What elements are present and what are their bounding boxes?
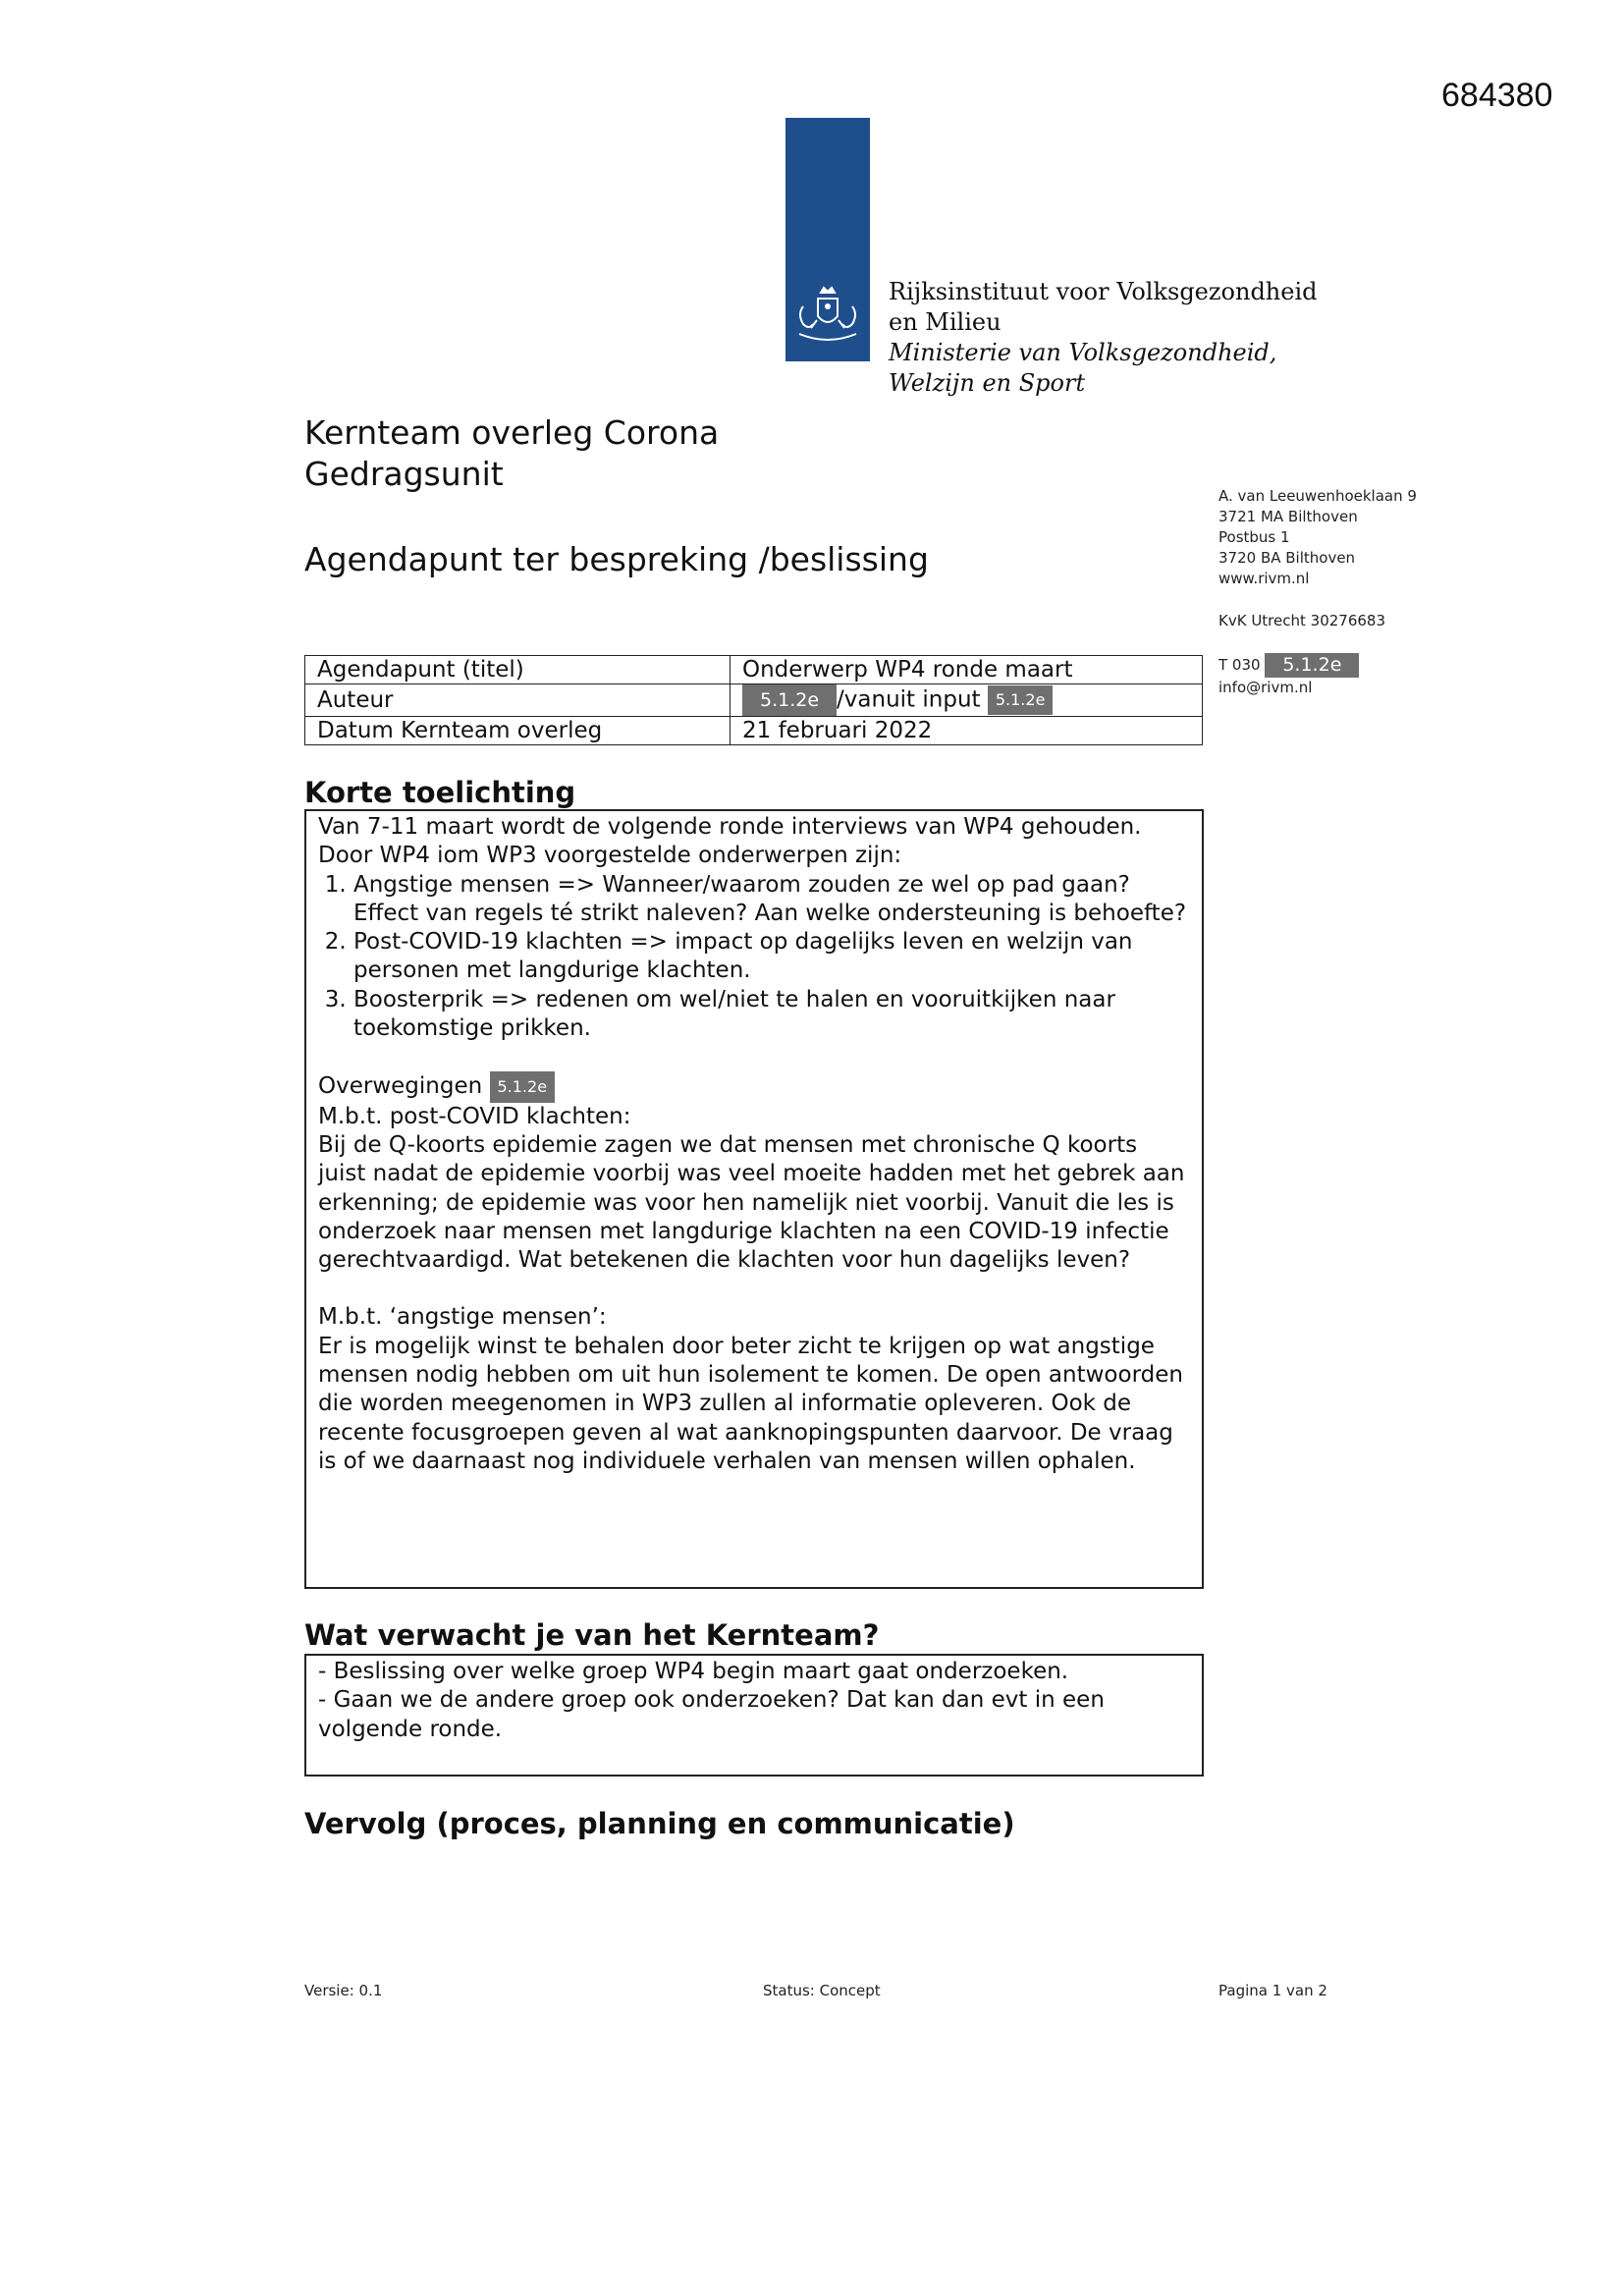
list-item: 2. Post-COVID-19 klachten => impact op dagelijks leven en welzijn van personen met langdurige klachten.: [353, 928, 1190, 986]
postcovid-label: M.b.t. post-COVID klachten:: [318, 1103, 631, 1129]
meta-value: [731, 684, 1203, 717]
org-line-3: Ministerie van Volksgezondheid,: [889, 339, 1277, 366]
footer-version: Versie: 0.1: [304, 1982, 383, 1999]
redaction-box: 5.1.2e: [1265, 653, 1359, 678]
footer-status: Status: Concept: [763, 1982, 881, 1999]
address-postal-1: 3721 MA Bilthoven: [1218, 508, 1358, 525]
address-phone: [1218, 653, 1417, 678]
expectation-line-2: - Gaan we de andere groep ook onderzoeken? Dat kan dan evt in een volgende ronde.: [318, 1687, 1105, 1742]
meta-label: Auteur: [305, 684, 731, 717]
address-email[interactable]: info@rivm.nl: [1218, 679, 1313, 696]
section-heading-vervolg: Vervolg (proces, planning en communicatie): [304, 1807, 1015, 1840]
expectation-line-1: - Beslissing over welke groep WP4 begin maart gaat onderzoeken.: [318, 1659, 1069, 1684]
meta-value: 21 februari 2022: [731, 717, 1203, 745]
logo-bar: [785, 118, 870, 361]
toelichting-box: [304, 809, 1204, 1589]
address-block: [1218, 486, 1417, 698]
address-po-box: Postbus 1: [1218, 528, 1290, 546]
considerations-line: [318, 1071, 1190, 1102]
section-heading-verwachting: Wat verwacht je van het Kernteam?: [304, 1618, 880, 1652]
topic-list: [318, 871, 1190, 1044]
title-line-2: Gedragsunit: [304, 455, 504, 493]
phone-prefix: T 030: [1218, 656, 1261, 674]
postcovid-text: Bij de Q-koorts epidemie zagen we dat mensen met chronische Q koorts juist nadat de epidemie voorbij was veel moeite hadden met het gebrek aan erkenning; de epidemie was voor hen namelijk niet voorbij. Vanuit die les is onderzoek naar mensen met langdurige klachten na een COVID-19 infectie gerechtvaardigd. Wat betekenen die klachten voor hun dagelijks leven?: [318, 1131, 1185, 1274]
list-item: 1. Angstige mensen => Wanneer/waarom zouden ze wel op pad gaan? Effect van regels té strikt naleven? Aan welke ondersteuning is behoefte?: [353, 871, 1190, 929]
organisation-name: [889, 277, 1318, 399]
address-street: A. van Leeuwenhoeklaan 9: [1218, 487, 1417, 505]
address-postal-2: 3720 BA Bilthoven: [1218, 549, 1356, 567]
document-subtitle: Agendapunt ter bespreking /beslissing: [304, 540, 929, 578]
document-title: [304, 412, 719, 495]
meta-value: Onderwerp WP4 ronde maart: [731, 656, 1203, 684]
list-item: 3. Boosterprik => redenen om wel/niet te halen en vooruitkijken naar toekomstige prikken.: [353, 986, 1190, 1044]
org-line-2: en Milieu: [889, 308, 1001, 336]
redaction-box: 5.1.2e: [988, 685, 1054, 715]
verwachting-box: [304, 1654, 1204, 1777]
table-row: [305, 684, 1203, 717]
intro-line-2: Door WP4 iom WP3 voorgestelde onderwerpen zijn:: [318, 843, 902, 869]
meta-table: [304, 655, 1203, 745]
anxious-text: Er is mogelijk winst te behalen door beter zicht te krijgen op wat angstige mensen nodig hebben om uit hun isolement te komen. De open antwoorden die worden meegenomen in WP3 zullen al informatie opleveren. Ook de recente focusgroepen geven al wat aanknopingspunten daarvoor. De vraag is of we daarnaast nog individuele verhalen van mensen willen ophalen.: [318, 1333, 1183, 1474]
table-row: [305, 656, 1203, 684]
org-line-1: Rijksinstituut voor Volksgezondheid: [889, 278, 1318, 305]
table-row: [305, 717, 1203, 745]
org-line-4: Welzijn en Sport: [889, 369, 1086, 397]
title-line-1: Kernteam overleg Corona: [304, 413, 720, 452]
redaction-box: 5.1.2e: [742, 684, 837, 716]
royal-coat-of-arms-icon: [791, 285, 864, 348]
section-heading-toelichting: Korte toelichting: [304, 776, 576, 809]
footer-page: Pagina 1 van 2: [1218, 1982, 1327, 1999]
redaction-box: 5.1.2e: [490, 1071, 556, 1102]
meta-label: Datum Kernteam overleg: [305, 717, 731, 745]
meta-label: Agendapunt (titel): [305, 656, 731, 684]
address-website[interactable]: www.rivm.nl: [1218, 570, 1310, 587]
considerations-label: Overwegingen: [318, 1073, 483, 1100]
intro-line-1: Van 7-11 maart wordt de volgende ronde interviews van WP4 gehouden.: [318, 814, 1142, 840]
document-number: 684380: [1441, 77, 1553, 114]
author-source: /vanuit input: [837, 686, 981, 713]
address-kvk: KvK Utrecht 30276683: [1218, 612, 1385, 629]
anxious-label: M.b.t. ‘angstige mensen’:: [318, 1304, 607, 1331]
